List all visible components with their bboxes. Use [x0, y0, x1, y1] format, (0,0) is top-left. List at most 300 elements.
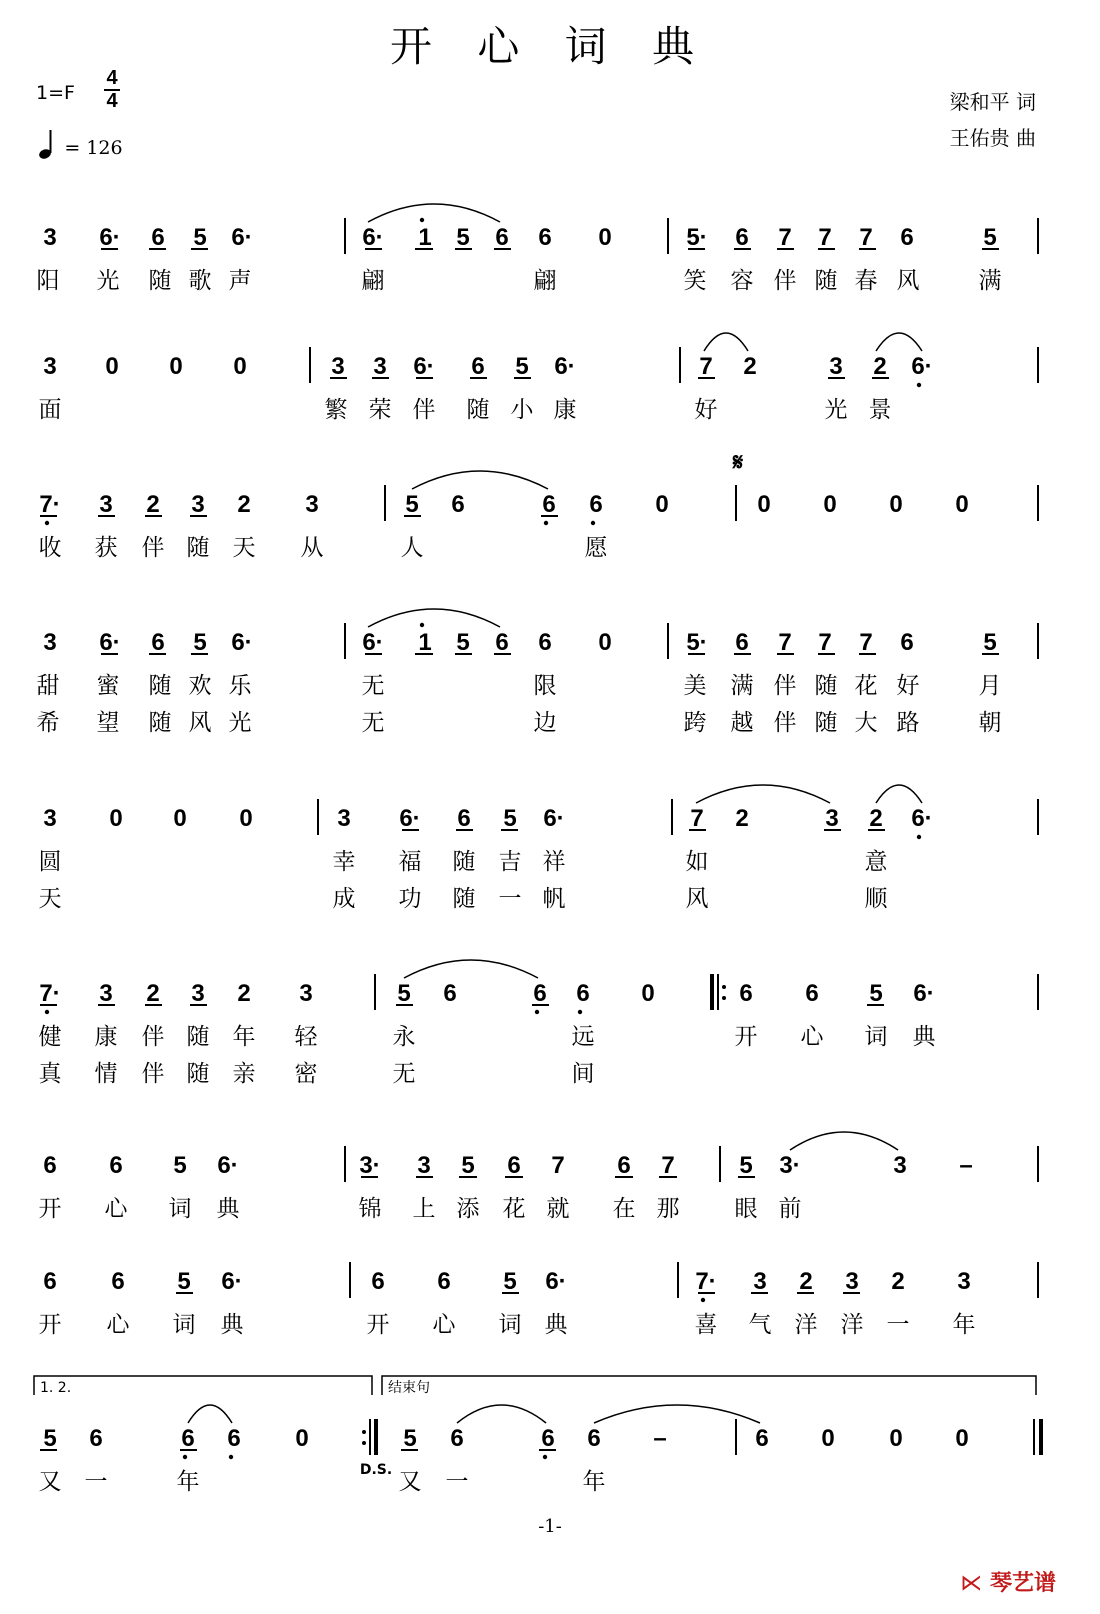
volta-bracket-2 — [382, 1376, 1036, 1395]
note-7-14: 3 — [893, 1152, 907, 1179]
lyric-line1-5: 意 — [864, 849, 888, 875]
lyric-line1-2: 繁 — [324, 397, 348, 423]
octave-dot-low — [917, 383, 921, 387]
lyric-line2-4: 边 — [533, 710, 557, 736]
slur-tie — [876, 785, 922, 803]
octave-dot-low — [578, 1010, 582, 1014]
slur-tie — [368, 609, 500, 627]
note-6-13: 6 — [805, 980, 819, 1007]
note-7-8: 6 — [507, 1152, 521, 1179]
ds-label: D.S. — [359, 1462, 393, 1478]
note-3-5: 2 — [237, 491, 251, 518]
note-5-5: 3 — [337, 805, 351, 832]
note-2-12: 2 — [743, 353, 757, 380]
octave-dot-low — [229, 1455, 233, 1459]
lyric-line1-1: 随 — [814, 268, 838, 294]
octave-dot-low — [917, 835, 921, 839]
octave-dot-low — [45, 1010, 49, 1014]
note-4-14: 7 — [778, 629, 792, 656]
logo-text: 琴艺谱 — [989, 1571, 1056, 1596]
note-1-5: 6· — [231, 224, 253, 251]
note-5-7: 6 — [457, 805, 471, 832]
lyric-line1-7: 在 — [612, 1196, 636, 1222]
volta-bracket-1 — [34, 1376, 372, 1395]
lyric-line1-4: 随 — [814, 673, 838, 699]
note-6-6: 3 — [299, 980, 313, 1007]
lyric-line2-4: 望 — [96, 710, 120, 736]
note-6-15: 6· — [913, 980, 935, 1007]
note-7-5: 3· — [359, 1152, 381, 1179]
note-4-18: 5 — [983, 629, 997, 656]
slur-tie — [457, 1405, 546, 1423]
lyric-line1-4: 欢 — [188, 673, 212, 699]
segno-sign: 𝄋 — [732, 449, 744, 476]
note-1-16: 7 — [859, 224, 873, 251]
lyric-line1-5: 幸 — [332, 849, 356, 875]
octave-dot-low — [45, 521, 49, 525]
lyric-line1-7: 上 — [412, 1196, 436, 1222]
lyric-line2-6: 随 — [186, 1061, 210, 1087]
song-title: 开 心 词 典 — [389, 22, 711, 71]
note-6-11: 0 — [641, 980, 655, 1007]
lyric-line1-3: 获 — [94, 535, 118, 561]
note-4-4: 5 — [193, 629, 207, 656]
note-4-2: 6· — [99, 629, 121, 656]
lyric-line2-6: 情 — [94, 1061, 118, 1087]
slur-tie — [704, 333, 748, 351]
lyric-line2-4: 路 — [896, 710, 920, 736]
note-7-15: – — [959, 1152, 973, 1179]
lyric-line1-2: 光 — [824, 397, 848, 423]
lyric-line1-1: 满 — [978, 268, 1002, 294]
note-1-13: 6 — [735, 224, 749, 251]
lyric-line1-8: 气 — [748, 1312, 772, 1338]
time-signature-top: 4 — [106, 67, 118, 89]
note-9-6: 5 — [403, 1425, 417, 1452]
note-2-14: 2 — [873, 353, 887, 380]
note-7-1: 6 — [43, 1152, 57, 1179]
note-1-17: 6 — [900, 224, 914, 251]
note-5-6: 6· — [399, 805, 421, 832]
note-3-8: 6 — [451, 491, 465, 518]
note-9-14: 0 — [955, 1425, 969, 1452]
tempo-value: = 126 — [64, 137, 123, 159]
note-4-17: 6 — [900, 629, 914, 656]
lyric-line1-8: 心 — [106, 1312, 130, 1338]
note-4-11: 0 — [598, 629, 612, 656]
page-number: -1- — [538, 1516, 562, 1537]
note-3-12: 0 — [757, 491, 771, 518]
note-8-2: 6 — [111, 1268, 125, 1295]
lyricist-credit: 梁和平 词 — [949, 90, 1036, 114]
lyric-line1-1: 声 — [228, 268, 252, 294]
note-2-9: 5 — [515, 353, 529, 380]
note-9-8: 6 — [541, 1425, 555, 1452]
lyric-line1-6: 康 — [94, 1024, 118, 1050]
note-5-9: 6· — [543, 805, 565, 832]
note-1-11: 0 — [598, 224, 612, 251]
lyric-line2-4: 跨 — [683, 710, 707, 736]
note-9-12: 0 — [821, 1425, 835, 1452]
lyric-line1-7: 就 — [546, 1196, 570, 1222]
note-2-15: 6· — [911, 353, 933, 380]
lyric-line2-5: 风 — [685, 886, 709, 912]
note-1-9: 6 — [495, 224, 509, 251]
repeat-dot — [722, 996, 726, 1000]
lyric-line1-7: 典 — [216, 1196, 240, 1222]
lyric-line1-4: 好 — [896, 673, 920, 699]
note-3-3: 2 — [146, 491, 160, 518]
note-6-5: 2 — [237, 980, 251, 1007]
octave-dot-low — [535, 1010, 539, 1014]
lyric-line1-7: 开 — [38, 1196, 62, 1222]
slur-tie — [876, 333, 922, 351]
lyric-line1-8: 词 — [172, 1312, 196, 1338]
lyric-line2-4: 随 — [148, 710, 172, 736]
note-4-16: 7 — [859, 629, 873, 656]
note-4-15: 7 — [818, 629, 832, 656]
lyric-line2-6: 间 — [571, 1061, 595, 1087]
lyric-line1-8: 一 — [886, 1312, 910, 1338]
lyric-line2-5: 一 — [498, 886, 522, 912]
lyric-line2-4: 光 — [228, 710, 252, 736]
octave-dot-low — [543, 1455, 547, 1459]
lyric-line1-6: 词 — [864, 1024, 888, 1050]
note-9-11: 6 — [755, 1425, 769, 1452]
lyric-line2-6: 亲 — [232, 1061, 256, 1087]
note-8-7: 5 — [503, 1268, 517, 1295]
lyric-line1-1: 随 — [148, 268, 172, 294]
lyric-line1-9: 又 — [398, 1469, 422, 1495]
octave-dot-low — [544, 521, 548, 525]
note-6-7: 5 — [397, 980, 411, 1007]
slur-tie — [696, 785, 830, 803]
slur-tie — [404, 960, 538, 978]
lyric-line1-3: 收 — [38, 535, 62, 561]
note-6-2: 3 — [99, 980, 113, 1007]
lyric-line2-4: 越 — [730, 710, 754, 736]
lyric-line1-3: 天 — [232, 535, 256, 561]
note-2-3: 0 — [169, 353, 183, 380]
lyric-line2-6: 真 — [38, 1061, 62, 1087]
note-4-5: 6· — [231, 629, 253, 656]
lyric-line1-1: 翩 — [361, 268, 385, 294]
note-1-8: 5 — [456, 224, 470, 251]
lyric-line1-5: 圆 — [38, 849, 62, 875]
lyric-line1-6: 伴 — [141, 1024, 165, 1050]
lyric-line1-2: 荣 — [368, 397, 392, 423]
note-4-7: 1 — [418, 629, 432, 656]
note-8-12: 3 — [845, 1268, 859, 1295]
lyric-line2-4: 大 — [854, 710, 878, 736]
note-5-13: 2 — [869, 805, 883, 832]
note-8-10: 3 — [753, 1268, 767, 1295]
note-5-8: 5 — [503, 805, 517, 832]
lyric-line2-4: 朝 — [978, 710, 1002, 736]
lyric-line1-8: 典 — [544, 1312, 568, 1338]
slur-tie — [368, 204, 500, 222]
note-3-11: 0 — [655, 491, 669, 518]
note-6-14: 5 — [869, 980, 883, 1007]
note-7-3: 5 — [173, 1152, 187, 1179]
lyric-line1-5: 吉 — [498, 849, 522, 875]
note-4-12: 5· — [686, 629, 708, 656]
lyric-line2-5: 帆 — [542, 886, 566, 912]
octave-dot-low — [701, 1298, 705, 1302]
note-2-2: 0 — [105, 353, 119, 380]
lyric-line1-7: 眼 — [734, 1196, 758, 1222]
note-5-14: 6· — [911, 805, 933, 832]
lyric-line1-9: 一 — [84, 1469, 108, 1495]
site-logo — [960, 1566, 1056, 1597]
note-8-4: 6· — [221, 1268, 243, 1295]
note-1-15: 7 — [818, 224, 832, 251]
lyric-line1-9: 一 — [445, 1469, 469, 1495]
lyric-line1-3: 伴 — [141, 535, 165, 561]
lyric-line1-4: 美 — [683, 673, 707, 699]
lyric-line1-1: 翩 — [533, 268, 557, 294]
lyric-line1-1: 春 — [854, 268, 878, 294]
slur-tie — [790, 1132, 898, 1150]
lyric-line1-2: 随 — [466, 397, 490, 423]
note-2-5: 3 — [331, 353, 345, 380]
note-1-1: 3 — [43, 224, 57, 251]
lyric-line1-4: 无 — [361, 673, 385, 699]
lyric-line1-6: 年 — [232, 1024, 256, 1050]
lyric-line1-8: 词 — [498, 1312, 522, 1338]
octave-dot-low — [183, 1455, 187, 1459]
note-7-2: 6 — [109, 1152, 123, 1179]
lyric-line1-4: 随 — [148, 673, 172, 699]
lyric-line1-7: 前 — [778, 1196, 802, 1222]
lyric-line1-5: 随 — [452, 849, 476, 875]
note-4-10: 6 — [538, 629, 552, 656]
note-5-3: 0 — [173, 805, 187, 832]
note-6-4: 3 — [191, 980, 205, 1007]
note-1-7: 1 — [418, 224, 432, 251]
note-3-2: 3 — [99, 491, 113, 518]
note-7-9: 7 — [551, 1152, 565, 1179]
slur-tie — [412, 471, 548, 489]
note-8-11: 2 — [799, 1268, 813, 1295]
lyric-line1-7: 心 — [104, 1196, 128, 1222]
lyric-line1-6: 永 — [392, 1024, 416, 1050]
note-8-3: 5 — [177, 1268, 191, 1295]
note-8-14: 3 — [957, 1268, 971, 1295]
lyric-line1-7: 添 — [456, 1196, 480, 1222]
note-2-13: 3 — [829, 353, 843, 380]
repeat-dot — [362, 1441, 366, 1445]
note-1-4: 5 — [193, 224, 207, 251]
volta-label-1: 1. 2. — [40, 1380, 72, 1396]
note-2-7: 6· — [413, 353, 435, 380]
note-7-4: 6· — [217, 1152, 239, 1179]
lyric-line1-8: 喜 — [694, 1312, 718, 1338]
note-1-2: 6· — [99, 224, 121, 251]
lyric-line1-4: 月 — [978, 673, 1002, 699]
lyric-line2-4: 希 — [36, 710, 60, 736]
lyric-line1-5: 祥 — [542, 849, 566, 875]
lyric-line1-1: 笑 — [683, 268, 707, 294]
note-8-9: 7· — [695, 1268, 717, 1295]
lyric-line1-6: 开 — [734, 1024, 758, 1050]
note-3-7: 5 — [405, 491, 419, 518]
composer-credit: 王佑贵 曲 — [949, 126, 1036, 150]
note-4-13: 6 — [735, 629, 749, 656]
note-6-1: 7· — [39, 980, 61, 1007]
lyric-line2-5: 成 — [332, 886, 356, 912]
lyric-line1-4: 甜 — [36, 673, 60, 699]
note-2-4: 0 — [233, 353, 247, 380]
lyric-line1-1: 光 — [96, 268, 120, 294]
note-7-6: 3 — [417, 1152, 431, 1179]
lyric-line2-5: 顺 — [864, 886, 888, 912]
repeat-dot — [362, 1430, 366, 1434]
lyric-line1-3: 从 — [300, 535, 324, 561]
note-3-6: 3 — [305, 491, 319, 518]
note-7-13: 3· — [779, 1152, 801, 1179]
lyric-line1-1: 容 — [730, 268, 754, 294]
lyric-line1-2: 景 — [868, 397, 892, 423]
note-1-18: 5 — [983, 224, 997, 251]
lyric-line1-4: 乐 — [228, 673, 252, 699]
lyric-line1-8: 开 — [366, 1312, 390, 1338]
lyric-line1-6: 随 — [186, 1024, 210, 1050]
note-3-14: 0 — [889, 491, 903, 518]
lyric-line2-4: 无 — [361, 710, 385, 736]
note-8-1: 6 — [43, 1268, 57, 1295]
lyric-line1-3: 随 — [186, 535, 210, 561]
lyric-line1-9: 年 — [176, 1469, 200, 1495]
time-signature-bottom: 4 — [106, 90, 118, 112]
lyric-line1-2: 面 — [38, 397, 62, 423]
note-8-5: 6 — [371, 1268, 385, 1295]
note-6-12: 6 — [739, 980, 753, 1007]
note-2-1: 3 — [43, 353, 57, 380]
lyric-line1-7: 花 — [502, 1196, 526, 1222]
lyric-line1-7: 那 — [656, 1196, 680, 1222]
lyric-line1-6: 典 — [912, 1024, 936, 1050]
note-2-8: 6 — [471, 353, 485, 380]
lyric-line2-4: 随 — [814, 710, 838, 736]
note-3-15: 0 — [955, 491, 969, 518]
lyric-line1-6: 远 — [571, 1024, 595, 1050]
note-4-6: 6· — [362, 629, 384, 656]
note-9-2: 6 — [89, 1425, 103, 1452]
lyric-line1-6: 健 — [38, 1024, 62, 1050]
lyric-line1-2: 康 — [553, 397, 577, 423]
lyric-line1-8: 开 — [38, 1312, 62, 1338]
lyric-line1-2: 伴 — [412, 397, 436, 423]
lyric-line2-4: 风 — [188, 710, 212, 736]
note-9-4: 6 — [227, 1425, 241, 1452]
lyric-line1-1: 阳 — [36, 268, 60, 294]
note-2-11: 7 — [699, 353, 713, 380]
note-5-12: 3 — [825, 805, 839, 832]
lyric-line1-8: 年 — [952, 1312, 976, 1338]
note-1-12: 5· — [686, 224, 708, 251]
note-9-3: 6 — [181, 1425, 195, 1452]
note-2-6: 3 — [373, 353, 387, 380]
lyric-line1-6: 轻 — [294, 1024, 318, 1050]
note-9-5: 0 — [295, 1425, 309, 1452]
lyric-line1-3: 愿 — [584, 535, 608, 561]
lyric-line1-8: 心 — [432, 1312, 456, 1338]
note-4-9: 6 — [495, 629, 509, 656]
lyric-line1-9: 年 — [582, 1469, 606, 1495]
octave-dot-high — [420, 218, 424, 222]
note-6-9: 6 — [533, 980, 547, 1007]
lyric-line1-2: 好 — [694, 397, 718, 423]
lyric-line1-4: 限 — [533, 673, 557, 699]
note-5-2: 0 — [109, 805, 123, 832]
note-8-6: 6 — [437, 1268, 451, 1295]
volta-label-2: 结束句 — [388, 1380, 430, 1396]
note-6-10: 6 — [576, 980, 590, 1007]
note-9-10: – — [653, 1425, 667, 1452]
lyric-line1-1: 歌 — [188, 268, 212, 294]
lyric-line2-5: 随 — [452, 886, 476, 912]
note-9-7: 6 — [450, 1425, 464, 1452]
lyric-line1-5: 如 — [685, 849, 709, 875]
note-7-12: 5 — [739, 1152, 753, 1179]
note-5-1: 3 — [43, 805, 57, 832]
lyric-line1-9: 又 — [38, 1469, 62, 1495]
note-8-13: 2 — [891, 1268, 905, 1295]
note-9-13: 0 — [889, 1425, 903, 1452]
lyric-line2-4: 伴 — [773, 710, 797, 736]
lyric-line1-8: 洋 — [840, 1312, 864, 1338]
lyric-line1-4: 花 — [854, 673, 878, 699]
note-9-1: 5 — [43, 1425, 57, 1452]
lyric-line1-4: 蜜 — [96, 673, 120, 699]
note-8-8: 6· — [545, 1268, 567, 1295]
lyric-line2-6: 无 — [392, 1061, 416, 1087]
lyric-line1-3: 人 — [400, 535, 424, 561]
key-signature: 1=F — [36, 82, 75, 104]
note-3-4: 3 — [191, 491, 205, 518]
note-1-6: 6· — [362, 224, 384, 251]
note-5-11: 2 — [735, 805, 749, 832]
note-7-7: 5 — [461, 1152, 475, 1179]
repeat-dot — [722, 985, 726, 989]
lyric-line2-5: 天 — [38, 886, 62, 912]
note-6-8: 6 — [443, 980, 457, 1007]
octave-dot-low — [591, 521, 595, 525]
lyric-line2-5: 功 — [398, 886, 422, 912]
note-7-11: 7 — [661, 1152, 675, 1179]
note-4-8: 5 — [456, 629, 470, 656]
lyric-line1-4: 伴 — [773, 673, 797, 699]
lyric-line1-1: 风 — [896, 268, 920, 294]
lyric-line1-7: 锦 — [358, 1196, 382, 1222]
note-1-10: 6 — [538, 224, 552, 251]
lyric-line1-5: 福 — [398, 849, 422, 875]
lyric-line1-1: 伴 — [773, 268, 797, 294]
note-3-13: 0 — [823, 491, 837, 518]
octave-dot-high — [420, 623, 424, 627]
note-2-10: 6· — [554, 353, 576, 380]
note-1-3: 6 — [151, 224, 165, 251]
note-9-9: 6 — [587, 1425, 601, 1452]
lyric-line1-8: 典 — [220, 1312, 244, 1338]
slur-tie — [188, 1405, 232, 1423]
note-3-9: 6 — [542, 491, 556, 518]
note-5-10: 7 — [690, 805, 704, 832]
note-6-3: 2 — [146, 980, 160, 1007]
note-1-14: 7 — [778, 224, 792, 251]
lyric-line2-6: 密 — [294, 1061, 318, 1087]
